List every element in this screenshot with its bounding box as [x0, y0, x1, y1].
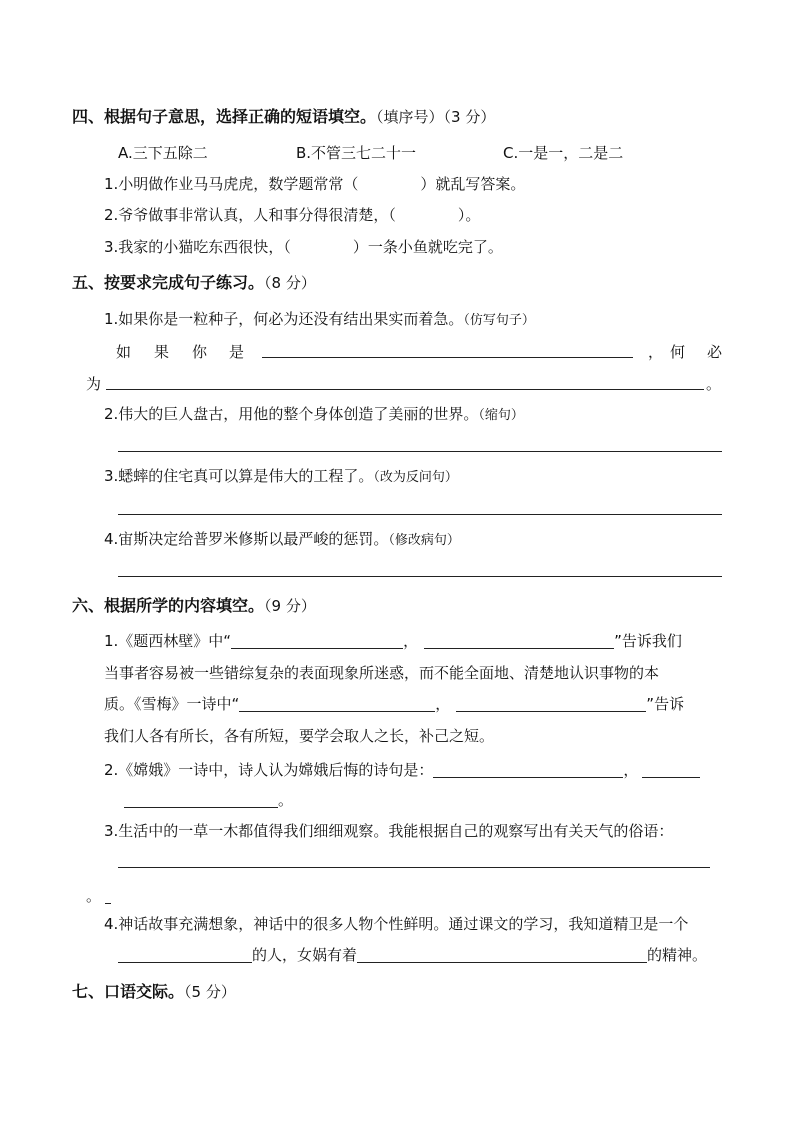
s6-q1-text-c: 质。《雪梅》一诗中“ — [104, 695, 240, 713]
s6-q4-text-c: 的精神。 — [647, 946, 708, 964]
s5-q1-char-5: 何 — [670, 343, 686, 361]
s4-q2-text-a: 2.爷爷做事非常认真，人和事分得很清楚，（ — [104, 206, 396, 224]
s6-q2-comma: ， — [623, 761, 639, 779]
s6-q2-line-1 — [104, 760, 700, 780]
s5-q1-char-3: 你 — [192, 343, 208, 361]
s4-q3-text-b: ）一条小鱼就吃完了。 — [352, 238, 503, 256]
s4-question-1 — [104, 174, 525, 194]
s6-q1-blank-1[interactable] — [231, 632, 403, 649]
s6-q1-blank-3[interactable] — [239, 695, 435, 712]
s5-q3-text: 3.蟋蟀的住宅真可以算是伟大的工程了。 — [104, 467, 374, 485]
section-6-note: （9 分） — [264, 597, 316, 615]
section-5-heading — [72, 273, 316, 293]
s5-q3-tag: （改为反问句） — [373, 470, 458, 485]
s5-q1-period: 。 — [706, 375, 722, 393]
s5-q3-answer-line[interactable] — [118, 514, 722, 515]
s4-q2-text-b: ）。 — [457, 206, 481, 224]
s5-q1-tag: （仿写句子） — [463, 313, 535, 328]
s5-q1-char-6: 必 — [707, 343, 723, 361]
s6-q2-blank-2b[interactable] — [124, 791, 278, 808]
s6-q1-blank-4[interactable] — [456, 695, 646, 712]
s6-q4-blank-1[interactable] — [118, 946, 252, 963]
s6-q1-comma-2: ， — [435, 695, 451, 713]
s6-q1-text-a: 1.《题西林壁》中“ — [104, 632, 232, 650]
s5-q1-text: 1.如果你是一粒种子，何必为还没有结出果实而着急。 — [104, 310, 464, 328]
s5-q1-comma: ， — [648, 343, 664, 361]
s4-question-2 — [104, 205, 480, 225]
section-6-heading — [72, 596, 316, 616]
s4-question-3 — [104, 237, 503, 257]
s5-q4-tag: （修改病句） — [388, 533, 460, 548]
s5-question-4 — [104, 529, 460, 551]
s6-q3-period: 。 — [86, 887, 102, 905]
s5-q1-char-2: 果 — [154, 343, 170, 361]
s6-q2-text: 2.《嫦娥》一诗中，诗人认为嫦娥后悔的诗句是： — [104, 761, 434, 779]
s5-q2-answer-line[interactable] — [118, 451, 722, 452]
section-5-title: 五、按要求完成句子练习。 — [72, 273, 265, 292]
s6-q1-blank-2[interactable] — [424, 632, 614, 649]
s5-q2-text: 2.伟大的巨人盘古，用他的整个身体创造了美丽的世界。 — [104, 405, 479, 423]
s6-q1-line-2: 当事者容易被一些错综复杂的表面现象所迷惑，而不能全面地、清楚地认识事物的本 — [104, 664, 660, 682]
section-4-heading — [72, 107, 495, 127]
s6-q3-answer-line[interactable] — [118, 867, 710, 868]
s6-q3-end-line — [86, 886, 111, 906]
s6-q1-line-3 — [104, 694, 684, 714]
s6-q4-text-b: 的人，女娲有着 — [252, 946, 358, 964]
s6-q4-blank-2[interactable] — [357, 946, 647, 963]
s6-q2-blank-2a[interactable] — [642, 761, 700, 778]
s6-q2-line-2 — [124, 790, 293, 810]
section-6-title: 六、根据所学的内容填空。 — [72, 596, 265, 615]
s6-q3-blank-tail[interactable] — [105, 887, 111, 904]
s4-q1-text-a: 1.小明做作业马马虎虎，数学题常常（ — [104, 175, 359, 193]
s6-q4-line-2 — [118, 945, 707, 965]
option-b: B.不管三七二十一 — [296, 144, 417, 162]
s5-question-1 — [104, 309, 535, 331]
s6-q2-blank-1[interactable] — [433, 761, 623, 778]
section-4-title: 四、根据句子意思，选择正确的短语填空。 — [72, 107, 377, 126]
s4-q1-text-b: ）就乱写答案。 — [420, 175, 526, 193]
s6-q1-text-b: ”告诉我们 — [614, 632, 682, 650]
s6-question-3: 3.生活中的一草一木都值得我们细细观察。我能根据自己的观察写出有关天气的俗语： — [104, 822, 674, 840]
s5-q1-char-wei: 为 — [86, 375, 102, 393]
s6-q1-text-d: ”告诉 — [646, 695, 685, 713]
s5-question-3 — [104, 466, 458, 488]
s5-q1-answer-line-1[interactable] — [262, 357, 633, 358]
s6-q2-period: 。 — [278, 791, 294, 809]
s5-q4-text: 4.宙斯决定给普罗米修斯以最严峻的惩罚。 — [104, 530, 389, 548]
s5-q4-answer-line[interactable] — [118, 576, 722, 577]
section-4-note: （填序号）（3 分） — [376, 108, 496, 126]
s5-q1-char-1: 如 — [116, 343, 132, 361]
s5-q1-answer-line-2[interactable] — [106, 389, 704, 390]
s4-q3-text-a: 3.我家的小猫吃东西很快，（ — [104, 238, 291, 256]
section-7-note: （5 分） — [184, 983, 236, 1001]
s5-q2-tag: （缩句） — [478, 408, 524, 423]
section-7-title: 七、口语交际。 — [72, 982, 185, 1001]
s6-question-4: 4.神话故事充满想象，神话中的很多人物个性鲜明。通过课文的学习，我知道精卫是一个 — [104, 915, 689, 933]
section-7-heading — [72, 982, 236, 1002]
s6-q1-comma-1: ， — [403, 632, 419, 650]
option-a: A.三下五除二 — [118, 144, 208, 162]
s6-q1-line-1 — [104, 631, 682, 651]
section-5-note: （8 分） — [264, 274, 316, 292]
option-c: C.一是一，二是二 — [503, 144, 624, 162]
s5-q1-char-4: 是 — [229, 343, 245, 361]
s6-q1-line-4: 我们人各有所长，各有所短，要学会取人之长，补己之短。 — [104, 727, 495, 745]
s5-question-2 — [104, 404, 524, 426]
